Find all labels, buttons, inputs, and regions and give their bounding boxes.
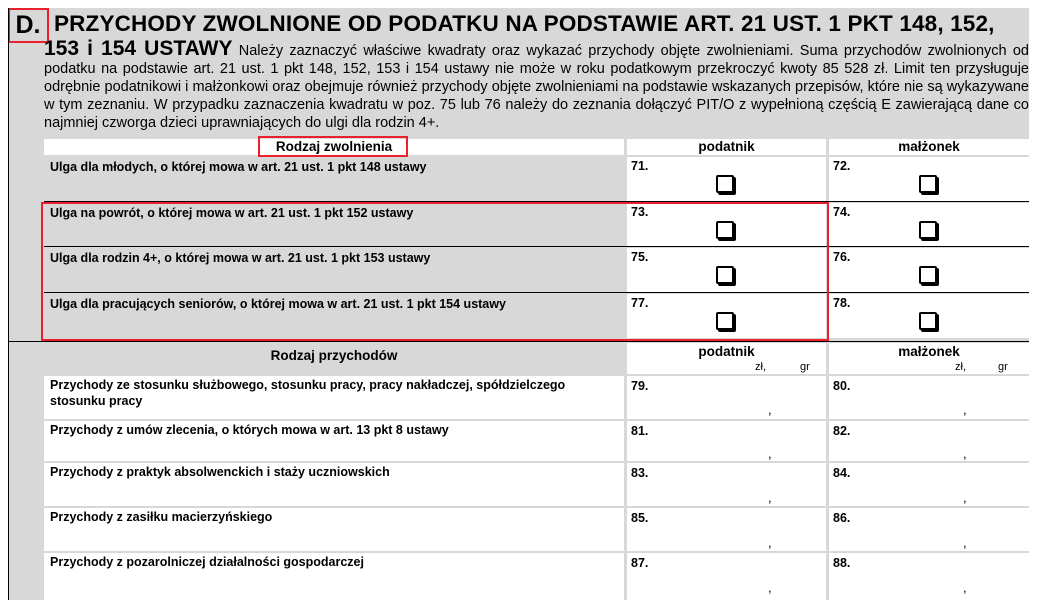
highlight-section-letter — [8, 8, 49, 43]
field-number: 85. — [631, 511, 649, 525]
highlight-exemption-header — [258, 136, 408, 157]
income-label: Przychody z zasiłku macierzyńskiego — [50, 510, 273, 524]
field-number: 87. — [631, 556, 649, 570]
field-number: 74. — [833, 205, 851, 219]
section-letter: D. — [15, 11, 41, 39]
field-number: 72. — [833, 159, 851, 173]
unit-gr: gr — [800, 361, 810, 373]
decimal-comma: , — [768, 446, 772, 461]
field-number: 79. — [631, 379, 649, 393]
section-description-block — [44, 37, 1029, 132]
decimal-comma: , — [768, 402, 772, 417]
checkbox[interactable] — [919, 266, 937, 284]
field-number: 73. — [631, 205, 649, 219]
income-spouse-field[interactable] — [829, 553, 1029, 600]
field-number: 82. — [833, 424, 851, 438]
income-spouse-field[interactable] — [829, 421, 1029, 461]
field-number: 75. — [631, 250, 649, 264]
field-number: 71. — [631, 159, 649, 173]
decimal-comma: , — [768, 490, 772, 505]
income-label: Przychody z praktyk absolwenckich i staży uczniowskich — [50, 465, 390, 479]
decimal-comma: , — [963, 402, 967, 417]
exemption-label: Ulga dla rodzin 4+, o której mowa w art. 21 ust. 1 pkt 153 ustawy — [50, 251, 431, 265]
income-col-spouse: małżonek — [898, 344, 960, 359]
income-taxpayer-field[interactable] — [627, 463, 826, 506]
section-title-continued: 153 i 154 USTAWY — [44, 37, 233, 60]
exemption-label: Ulga dla pracujących seniorów, o której mowa w art. 21 ust. 1 pkt 154 ustawy — [50, 297, 506, 311]
income-taxpayer-field[interactable] — [627, 421, 826, 461]
field-number: 86. — [833, 511, 851, 525]
decimal-comma: , — [963, 535, 967, 550]
income-label: Przychody z pozarolniczej działalności gospodarczej — [50, 555, 364, 569]
field-number: 76. — [833, 250, 851, 264]
decimal-comma: , — [768, 580, 772, 595]
income-spouse-field[interactable] — [829, 508, 1029, 551]
section-description: Należy zaznaczyć właściwe kwadraty oraz wykazać przychody objęte zwolnieniami. Suma przychodów zwolnionych od podatku na podstawie art. 21 ust. 1 pkt 148, 152, 153 i 154 ustawy nie może w roku podatkowym przekroczyć kwoty 85 528 zł. Limit ten przysługuje odrębnie podatnikowi i małżonkowi oraz obejmuje również przychody objęte zwolnieniami na podstawie wskazanych przepisów, które nie są wykazywane w tym zeznaniu. W przypadku zaznaczenia kwadratu w poz. 75 lub 76 należy do zeznania dołączyć PIT/O z wypełnioną częścią E zawierającą dane co najmniej czworga dzieci uprawniających do ulgi dla rodzin 4+. — [44, 43, 1029, 131]
unit-gr: gr — [998, 361, 1008, 373]
exemption-col-taxpayer: podatnik — [698, 139, 755, 154]
income-taxpayer-field[interactable] — [627, 553, 826, 600]
income-label: Przychody ze stosunku służbowego, stosunku pracy, pracy nakładczej, spółdzielczego stosunku pracy — [50, 378, 566, 408]
exemption-label: Ulga dla młodych, o której mowa w art. 21 ust. 1 pkt 148 ustawy — [50, 160, 427, 174]
checkbox[interactable] — [919, 312, 937, 330]
checkbox[interactable] — [716, 175, 734, 193]
income-col-taxpayer: podatnik — [698, 344, 755, 359]
table-divider — [8, 341, 1029, 342]
field-number: 83. — [631, 466, 649, 480]
income-taxpayer-field[interactable] — [627, 508, 826, 551]
checkbox[interactable] — [919, 221, 937, 239]
income-taxpayer-field[interactable] — [627, 376, 826, 419]
unit-zl: zł, — [755, 361, 766, 373]
field-number: 80. — [833, 379, 851, 393]
exemption-label: Ulga na powrót, o której mowa w art. 21 ust. 1 pkt 152 ustawy — [50, 206, 414, 220]
field-number: 88. — [833, 556, 851, 570]
decimal-comma: , — [963, 446, 967, 461]
checkbox[interactable] — [919, 175, 937, 193]
exemption-header: Rodzaj zwolnienia — [275, 139, 393, 154]
unit-zl: zł, — [955, 361, 966, 373]
decimal-comma: , — [963, 490, 967, 505]
income-header: Rodzaj przychodów — [270, 348, 398, 363]
section-title: PRZYCHODY ZWOLNIONE OD PODATKU NA PODSTAWIE ART. 21 UST. 1 PKT 148, 152, — [54, 11, 995, 36]
field-number: 78. — [833, 296, 851, 310]
income-spouse-field[interactable] — [829, 376, 1029, 419]
left-border — [8, 8, 9, 600]
decimal-comma: , — [963, 580, 967, 595]
exemption-col-spouse: małżonek — [898, 139, 960, 154]
field-number: 84. — [833, 466, 851, 480]
field-number: 77. — [631, 296, 649, 310]
income-label: Przychody z umów zlecenia, o których mowa w art. 13 pkt 8 ustawy — [50, 423, 449, 437]
decimal-comma: , — [768, 535, 772, 550]
highlight-exemption-rows — [41, 202, 829, 341]
field-number: 81. — [631, 424, 649, 438]
income-spouse-field[interactable] — [829, 463, 1029, 506]
